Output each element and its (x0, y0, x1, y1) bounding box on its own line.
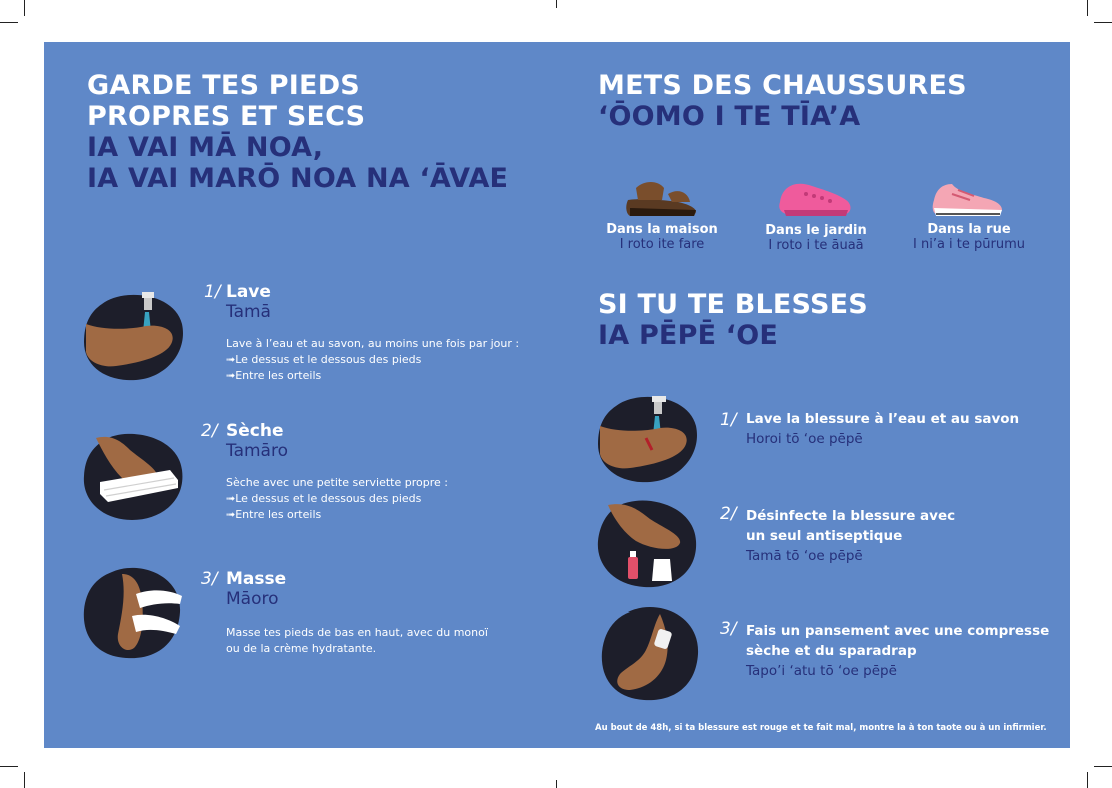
step-number: 2/ (720, 504, 737, 524)
bandage-icon (600, 604, 704, 702)
shoe-item (756, 223, 876, 253)
step-subtitle: Māoro (226, 589, 279, 609)
shoe-item (904, 222, 1034, 252)
step-bullet: ➟ Entre les orteils (226, 368, 526, 384)
step-subtitle: Tamāro (226, 441, 288, 461)
step-title: Lave (226, 282, 271, 302)
heading-ty-line: ‘ŌOMO I TE TĪA’A (598, 101, 861, 132)
wound-washing-icon (596, 392, 700, 484)
heading-fr-line: SI TU TE BLESSES (598, 289, 868, 320)
step-subtitle: Tapo’i ‘atu tō ‘oe pēpē (746, 663, 897, 679)
step-1-content (226, 282, 526, 384)
heading-fr-line: METS DES CHAUSSURES (598, 70, 967, 101)
crop-mark (1094, 766, 1112, 767)
clog-icon (776, 170, 856, 220)
crop-mark (0, 22, 18, 23)
step-title: Masse (226, 569, 287, 589)
shoe-sublabel: I roto i te āuaā (768, 238, 864, 253)
crop-mark (556, 0, 557, 8)
crop-mark (1094, 22, 1112, 23)
crop-mark (556, 780, 557, 788)
foot-washing-icon (82, 290, 186, 382)
step-text: Sèche avec une petite serviette propre : (226, 476, 448, 489)
heading-ty-line: IA VAI MĀ NOA, (87, 132, 324, 163)
crop-mark (24, 0, 25, 16)
step-2-content (226, 421, 526, 523)
shoe-sublabel: I ni’a i te pūrumu (913, 237, 1025, 252)
poster-panel (44, 42, 1070, 748)
crop-mark (0, 766, 18, 767)
shoes-heading (598, 70, 967, 132)
injury-step-3 (720, 619, 737, 639)
step-number: 1/ (720, 410, 737, 430)
step-3-content (226, 569, 526, 657)
step-subtitle: Tamā (226, 302, 271, 322)
shoe-label: Dans le jardin (765, 223, 867, 238)
step-bullet: ➟ Entre les orteils (226, 507, 526, 523)
crop-mark (24, 772, 25, 788)
injury-step-3-content (746, 621, 1066, 681)
step-bullet: ➟ Le dessus et le dessous des pieds (226, 352, 526, 368)
step-title: un seul antiseptique (746, 528, 903, 544)
foot-massage-icon (82, 564, 186, 660)
step-subtitle: Horoi tō ‘oe pēpē (746, 431, 863, 447)
shoe-sublabel: I roto ite fare (619, 237, 705, 252)
heading-fr-line: PROPRES ET SECS (87, 101, 366, 132)
sandal-icon (622, 170, 702, 220)
step-title: Lave la blessure à l’eau et au savon (746, 411, 1020, 427)
disinfect-icon (596, 497, 700, 589)
shoe-label: Dans la maison (606, 222, 718, 237)
step-2 (201, 421, 218, 441)
step-title: Sèche (226, 421, 284, 441)
step-bullet: ➟ Le dessus et le dessous des pieds (226, 491, 526, 507)
crop-mark (1087, 0, 1088, 16)
left-heading (87, 70, 508, 194)
injury-step-1-content (746, 409, 1066, 449)
step-number: 3/ (201, 569, 218, 589)
footer-note: Au bout de 48h, si ta blessure est rouge et te fait mal, montre la à ton taote ou à un infirmier. (595, 723, 1047, 733)
heading-ty-line: IA VAI MARŌ NOA NA ‘ĀVAE (87, 163, 509, 194)
heading-ty-line: IA PĒPĒ ‘OE (598, 320, 779, 351)
step-number: 2/ (201, 421, 218, 441)
step-text: Masse tes pieds de bas en haut, avec du monoï (226, 626, 488, 639)
crop-mark (1087, 772, 1088, 788)
step-text: Lave à l’eau et au savon, au moins une fois par jour : (226, 337, 520, 350)
step-number: 1/ (204, 282, 221, 302)
step-number: 3/ (720, 619, 737, 639)
step-text: ou de la crème hydratante. (226, 642, 377, 655)
step-subtitle: Tamā tō ‘oe pēpē (746, 548, 863, 564)
step-title: Désinfecte la blessure avec (746, 508, 956, 524)
injury-step-2-content (746, 506, 1066, 566)
shoe-item (602, 222, 722, 252)
step-title: Fais un pansement avec une compresse (746, 623, 1050, 639)
foot-drying-icon (82, 430, 186, 522)
injury-step-2 (720, 504, 737, 524)
step-title: sèche et du sparadrap (746, 643, 917, 659)
step-1 (204, 282, 221, 302)
injury-step-1 (720, 410, 737, 430)
injury-heading (598, 289, 868, 351)
heading-fr-line: GARDE TES PIEDS (87, 70, 360, 101)
step-3 (201, 569, 218, 589)
shoe-label: Dans la rue (927, 222, 1011, 237)
sneaker-icon (928, 170, 1008, 220)
